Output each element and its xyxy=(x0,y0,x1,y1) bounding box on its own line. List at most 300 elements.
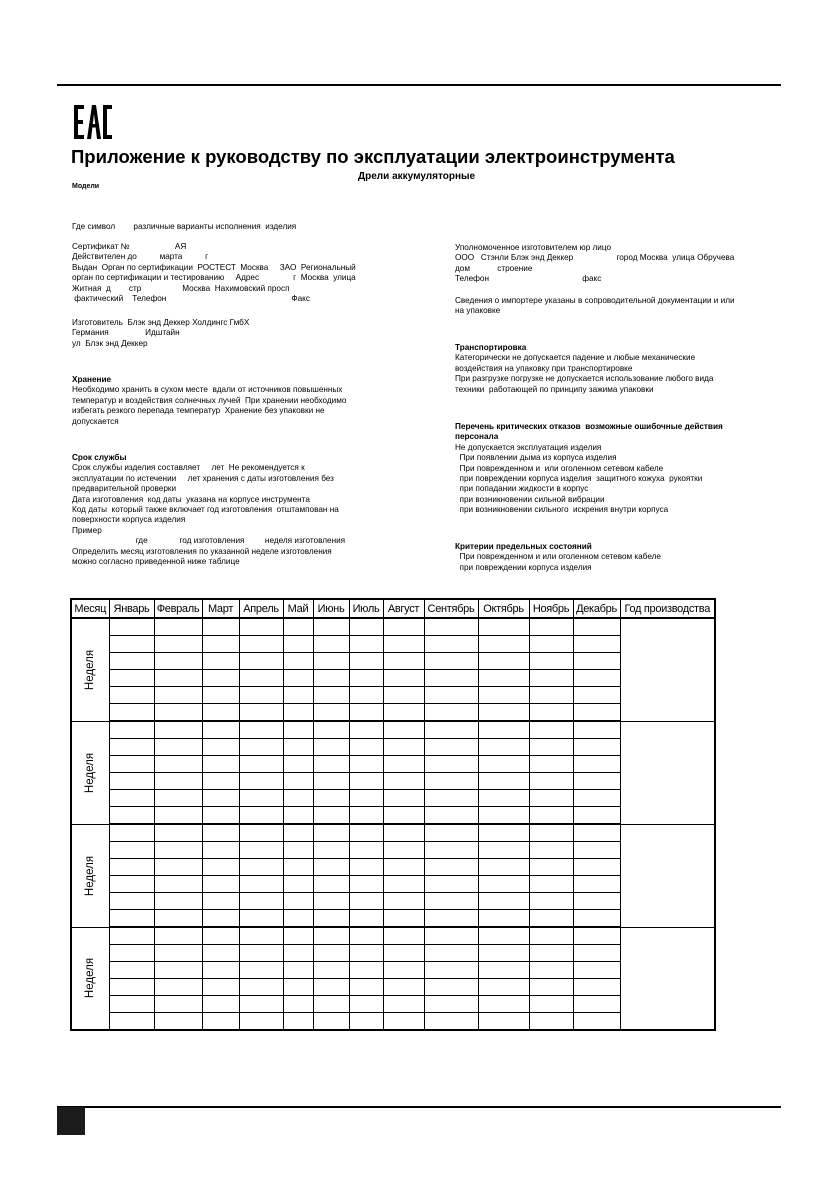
week-cell xyxy=(239,927,283,945)
week-cell xyxy=(349,893,383,910)
storage-heading: Хранение xyxy=(72,375,112,384)
week-cell xyxy=(573,1013,620,1031)
week-cell xyxy=(349,962,383,979)
week-cell xyxy=(424,927,478,945)
week-cell xyxy=(573,824,620,842)
table-row xyxy=(71,773,715,790)
table-row xyxy=(71,876,715,893)
limit-states-section: Критерии предельных состояний При поврежденном и или оголенном сетевом кабеле при повреждении корпуса изделия xyxy=(455,542,661,572)
week-cell xyxy=(573,979,620,996)
week-cell xyxy=(478,842,529,859)
week-cell xyxy=(154,927,202,945)
table-row xyxy=(71,687,715,704)
week-cell xyxy=(313,756,349,773)
week-cell xyxy=(239,979,283,996)
week-cell xyxy=(154,790,202,807)
week-cell xyxy=(109,996,154,1013)
week-cell xyxy=(154,636,202,653)
importer-block: Сведения о импортере указаны в сопроводительной документации и или на упаковке xyxy=(455,296,735,316)
week-cell xyxy=(239,842,283,859)
week-cell xyxy=(478,618,529,636)
top-rule xyxy=(57,84,781,86)
table-row xyxy=(71,636,715,653)
week-cell xyxy=(573,807,620,825)
week-cell xyxy=(239,1013,283,1031)
week-cell xyxy=(202,979,239,996)
week-cell xyxy=(283,1013,313,1031)
table-row xyxy=(71,756,715,773)
week-label-cell xyxy=(71,824,109,927)
week-cell xyxy=(239,704,283,722)
week-cell xyxy=(383,670,424,687)
week-cell xyxy=(154,773,202,790)
week-cell xyxy=(529,756,573,773)
week-cell xyxy=(154,893,202,910)
table-header-row xyxy=(71,599,715,618)
failures-heading: Перечень критических отказов возможные ошибочные действия xyxy=(455,422,723,431)
week-cell xyxy=(313,910,349,928)
week-cell xyxy=(573,721,620,739)
week-cell xyxy=(424,739,478,756)
week-cell xyxy=(383,927,424,945)
week-cell xyxy=(529,893,573,910)
week-cell xyxy=(478,756,529,773)
week-cell xyxy=(202,739,239,756)
week-cell xyxy=(383,859,424,876)
week-cell xyxy=(424,876,478,893)
header-aug: Август xyxy=(383,599,424,618)
week-cell xyxy=(202,704,239,722)
week-cell xyxy=(383,807,424,825)
week-cell xyxy=(239,739,283,756)
week-cell xyxy=(573,910,620,928)
week-cell xyxy=(109,756,154,773)
week-cell xyxy=(154,842,202,859)
week-cell xyxy=(202,996,239,1013)
week-cell xyxy=(239,807,283,825)
week-cell xyxy=(154,1013,202,1031)
week-cell xyxy=(239,721,283,739)
authorized-rep-block: Уполномоченное изготовителем юр лицо ООО Стэнли Блэк энд Деккер город Москва улица Обручева дом строение Телефон факс xyxy=(455,243,735,284)
week-cell xyxy=(573,756,620,773)
week-cell xyxy=(313,979,349,996)
week-cell xyxy=(283,927,313,945)
week-cell xyxy=(283,893,313,910)
week-cell xyxy=(349,790,383,807)
week-cell xyxy=(109,618,154,636)
year-cell xyxy=(620,824,715,927)
week-cell xyxy=(478,704,529,722)
week-cell xyxy=(478,1013,529,1031)
week-label: Неделя xyxy=(84,649,97,690)
table-row xyxy=(71,721,715,739)
week-cell xyxy=(529,945,573,962)
week-cell xyxy=(202,842,239,859)
week-cell xyxy=(424,996,478,1013)
table-row xyxy=(71,618,715,636)
limit-states-heading: Критерии предельных состояний xyxy=(455,542,592,551)
week-cell xyxy=(109,842,154,859)
week-cell xyxy=(283,687,313,704)
week-cell xyxy=(349,704,383,722)
week-cell xyxy=(478,790,529,807)
week-cell xyxy=(424,773,478,790)
week-cell xyxy=(313,1013,349,1031)
week-cell xyxy=(283,636,313,653)
week-cell xyxy=(154,979,202,996)
table-row xyxy=(71,893,715,910)
week-cell xyxy=(478,910,529,928)
week-cell xyxy=(529,859,573,876)
table-row xyxy=(71,927,715,945)
week-cell xyxy=(424,618,478,636)
week-cell xyxy=(383,756,424,773)
week-cell xyxy=(239,756,283,773)
week-cell xyxy=(154,670,202,687)
week-cell xyxy=(313,893,349,910)
week-cell xyxy=(424,704,478,722)
week-cell xyxy=(573,790,620,807)
week-cell xyxy=(154,910,202,928)
week-cell xyxy=(573,687,620,704)
week-cell xyxy=(283,704,313,722)
week-cell xyxy=(529,996,573,1013)
week-cell xyxy=(202,773,239,790)
week-cell xyxy=(313,842,349,859)
week-cell xyxy=(529,927,573,945)
week-cell xyxy=(383,893,424,910)
week-cell xyxy=(154,876,202,893)
week-cell xyxy=(424,859,478,876)
week-cell xyxy=(154,756,202,773)
week-cell xyxy=(349,618,383,636)
week-cell xyxy=(529,962,573,979)
week-cell xyxy=(383,1013,424,1031)
week-cell xyxy=(478,996,529,1013)
week-cell xyxy=(478,653,529,670)
week-cell xyxy=(154,704,202,722)
week-cell xyxy=(383,790,424,807)
week-cell xyxy=(313,807,349,825)
week-cell xyxy=(154,687,202,704)
header-apr: Апрель xyxy=(239,599,283,618)
week-cell xyxy=(202,790,239,807)
week-cell xyxy=(283,842,313,859)
week-cell xyxy=(239,687,283,704)
week-cell xyxy=(349,876,383,893)
week-label: Неделя xyxy=(84,855,97,896)
week-cell xyxy=(573,739,620,756)
week-cell xyxy=(383,824,424,842)
week-cell xyxy=(283,807,313,825)
week-cell xyxy=(202,670,239,687)
table-row xyxy=(71,704,715,722)
week-cell xyxy=(529,807,573,825)
header-mar: Март xyxy=(202,599,239,618)
week-cell xyxy=(349,670,383,687)
week-cell xyxy=(154,653,202,670)
week-cell xyxy=(283,859,313,876)
week-cell xyxy=(239,859,283,876)
week-label-cell xyxy=(71,618,109,721)
week-cell xyxy=(383,945,424,962)
week-cell xyxy=(202,962,239,979)
week-cell xyxy=(478,807,529,825)
week-cell xyxy=(109,790,154,807)
header-oct: Октябрь xyxy=(478,599,529,618)
table-row xyxy=(71,996,715,1013)
week-cell xyxy=(202,721,239,739)
week-cell xyxy=(383,962,424,979)
week-cell xyxy=(383,653,424,670)
week-cell xyxy=(283,945,313,962)
week-cell xyxy=(154,996,202,1013)
week-cell xyxy=(424,910,478,928)
week-cell xyxy=(529,1013,573,1031)
week-cell xyxy=(109,876,154,893)
week-cell xyxy=(202,687,239,704)
week-group xyxy=(71,824,715,927)
week-cell xyxy=(529,790,573,807)
week-cell xyxy=(349,910,383,928)
week-cell xyxy=(283,618,313,636)
week-cell xyxy=(478,773,529,790)
week-cell xyxy=(383,996,424,1013)
week-cell xyxy=(109,653,154,670)
week-cell xyxy=(478,927,529,945)
week-cell xyxy=(349,859,383,876)
table-row xyxy=(71,790,715,807)
week-cell xyxy=(424,1013,478,1031)
week-cell xyxy=(154,739,202,756)
week-cell xyxy=(239,653,283,670)
week-cell xyxy=(313,721,349,739)
week-cell xyxy=(109,824,154,842)
week-cell xyxy=(383,842,424,859)
week-cell xyxy=(283,653,313,670)
week-cell xyxy=(109,927,154,945)
week-cell xyxy=(383,773,424,790)
week-cell xyxy=(109,1013,154,1031)
week-cell xyxy=(529,876,573,893)
table-row xyxy=(71,807,715,825)
eac-mark-icon xyxy=(73,104,113,140)
week-cell xyxy=(424,945,478,962)
week-cell xyxy=(283,773,313,790)
week-cell xyxy=(239,876,283,893)
week-cell xyxy=(424,962,478,979)
week-cell xyxy=(478,859,529,876)
week-cell xyxy=(529,842,573,859)
week-cell xyxy=(424,824,478,842)
week-cell xyxy=(478,687,529,704)
week-cell xyxy=(109,979,154,996)
week-cell xyxy=(283,739,313,756)
week-cell xyxy=(313,687,349,704)
header-sep: Сентябрь xyxy=(424,599,478,618)
week-cell xyxy=(529,979,573,996)
symbol-note: Где символ различные варианты исполнения изделия xyxy=(72,222,297,231)
week-cell xyxy=(573,653,620,670)
week-group xyxy=(71,618,715,721)
week-cell xyxy=(313,824,349,842)
week-cell xyxy=(529,773,573,790)
week-cell xyxy=(109,945,154,962)
week-group xyxy=(71,721,715,824)
week-cell xyxy=(478,636,529,653)
models-label: Модели xyxy=(72,183,100,190)
header-nov: Ноябрь xyxy=(529,599,573,618)
table-row xyxy=(71,739,715,756)
week-cell xyxy=(478,962,529,979)
week-cell xyxy=(478,670,529,687)
header-jun: Июнь xyxy=(313,599,349,618)
week-cell xyxy=(573,859,620,876)
header-jul: Июль xyxy=(349,599,383,618)
week-cell xyxy=(424,636,478,653)
week-cell xyxy=(202,653,239,670)
bottom-rule xyxy=(57,1106,781,1108)
week-cell xyxy=(383,739,424,756)
week-cell xyxy=(202,756,239,773)
week-cell xyxy=(424,721,478,739)
week-cell xyxy=(283,721,313,739)
week-cell xyxy=(383,618,424,636)
service-life-heading: Срок службы xyxy=(72,453,127,462)
week-cell xyxy=(239,618,283,636)
week-cell xyxy=(349,996,383,1013)
page-corner-block xyxy=(57,1107,85,1135)
week-cell xyxy=(349,739,383,756)
week-cell xyxy=(239,945,283,962)
week-cell xyxy=(529,687,573,704)
table-row xyxy=(71,910,715,928)
week-label-cell xyxy=(71,721,109,824)
header-jan: Январь xyxy=(109,599,154,618)
week-cell xyxy=(202,876,239,893)
week-cell xyxy=(573,927,620,945)
header-feb: Февраль xyxy=(154,599,202,618)
week-cell xyxy=(313,962,349,979)
week-cell xyxy=(154,721,202,739)
week-cell xyxy=(529,704,573,722)
week-cell xyxy=(383,910,424,928)
week-cell xyxy=(109,636,154,653)
storage-section: Хранение Необходимо хранить в сухом месте вдали от источников повышенных температур и воздействия солнечных лучей При хранении необходимо избегать резкого перепада температур Хранение без упаковки не допускается xyxy=(72,375,347,426)
week-cell xyxy=(283,910,313,928)
week-cell xyxy=(424,653,478,670)
week-cell xyxy=(283,756,313,773)
table-row xyxy=(71,979,715,996)
certificate-block: Сертификат № АЯ Действителен до марта г Выдан Орган по сертификации РОСТЕСТ Москва ЗАО Региональный орган по сертификации и тестированию Адрес г Москва улица Житная д стр Москва Нахимовский просп фактический Телефон Факс xyxy=(72,242,356,304)
week-cell xyxy=(109,893,154,910)
week-cell xyxy=(239,893,283,910)
week-cell xyxy=(283,790,313,807)
week-cell xyxy=(349,979,383,996)
week-cell xyxy=(383,876,424,893)
week-cell xyxy=(573,893,620,910)
week-cell xyxy=(349,842,383,859)
week-cell xyxy=(313,618,349,636)
week-cell xyxy=(478,824,529,842)
header-may: Май xyxy=(283,599,313,618)
week-cell xyxy=(478,945,529,962)
week-cell xyxy=(313,739,349,756)
week-cell xyxy=(529,739,573,756)
week-cell xyxy=(424,807,478,825)
week-cell xyxy=(154,945,202,962)
week-cell xyxy=(349,721,383,739)
week-cell xyxy=(424,670,478,687)
week-cell xyxy=(529,653,573,670)
week-cell xyxy=(313,653,349,670)
week-cell xyxy=(109,687,154,704)
week-cell xyxy=(239,790,283,807)
week-cell xyxy=(109,721,154,739)
week-label: Неделя xyxy=(84,958,97,999)
week-cell xyxy=(349,773,383,790)
week-cell xyxy=(283,876,313,893)
week-cell xyxy=(349,945,383,962)
week-cell xyxy=(573,962,620,979)
week-cell xyxy=(349,1013,383,1031)
week-cell xyxy=(349,636,383,653)
failures-section: Перечень критических отказов возможные ошибочные действия персонала Не допускается эксплуатация изделия При появлении дыма из корпуса изделия При поврежденном и или оголенном сетевом кабеле при повреждении корпуса изделия защитного кожуха рукоятки при попадании жидкости в корпус при возникновении сильной вибрации при возникновении сильного искрения внутри корпуса xyxy=(455,422,723,515)
week-cell xyxy=(109,670,154,687)
week-cell xyxy=(239,996,283,1013)
week-cell xyxy=(283,979,313,996)
week-cell xyxy=(313,927,349,945)
week-cell xyxy=(154,618,202,636)
week-cell xyxy=(529,721,573,739)
week-cell xyxy=(349,824,383,842)
week-cell xyxy=(529,636,573,653)
week-cell xyxy=(109,704,154,722)
week-cell xyxy=(283,996,313,1013)
table-row xyxy=(71,1013,715,1031)
week-cell xyxy=(383,687,424,704)
table-row xyxy=(71,945,715,962)
week-cell xyxy=(383,636,424,653)
week-cell xyxy=(313,876,349,893)
page-subtitle: Дрели аккумуляторные xyxy=(358,171,476,182)
week-cell xyxy=(239,910,283,928)
week-cell xyxy=(239,962,283,979)
week-cell xyxy=(424,979,478,996)
week-cell xyxy=(313,945,349,962)
week-cell xyxy=(109,910,154,928)
week-cell xyxy=(239,636,283,653)
header-dec: Декабрь xyxy=(573,599,620,618)
page-title: Приложение к руководству по эксплуатации электроинструмента xyxy=(71,146,675,167)
week-label-cell xyxy=(71,927,109,1030)
week-label: Неделя xyxy=(84,752,97,793)
week-cell xyxy=(529,618,573,636)
week-cell xyxy=(283,670,313,687)
table-row xyxy=(71,842,715,859)
week-cell xyxy=(573,704,620,722)
week-cell xyxy=(478,876,529,893)
week-cell xyxy=(283,824,313,842)
week-cell xyxy=(313,859,349,876)
week-cell xyxy=(383,721,424,739)
week-cell xyxy=(313,773,349,790)
table-row xyxy=(71,670,715,687)
week-cell xyxy=(202,910,239,928)
week-cell xyxy=(109,739,154,756)
manufacturer-block: Изготовитель Блэк энд Деккер Холдингс ГмбХ Германия Идштайн ул Блэк энд Деккер xyxy=(72,318,250,348)
week-cell xyxy=(109,773,154,790)
